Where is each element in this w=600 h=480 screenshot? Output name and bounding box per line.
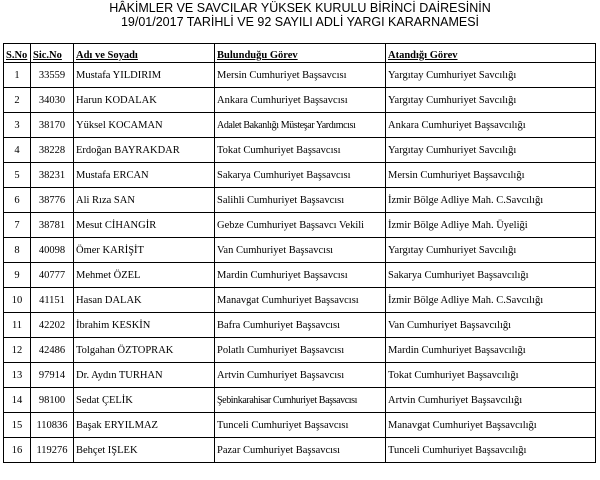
table-row (4, 313, 596, 338)
cell-current-position: Adalet Bakanlığı Müsteşar Yardımcısı (215, 113, 386, 138)
cell-current-position: Gebze Cumhuriyet Başsavcı Vekili (215, 213, 386, 238)
cell-name: Tolgahan ÖZTOPRAK (74, 338, 215, 363)
cell-sicno: 97914 (31, 363, 74, 388)
cell-sicno: 38776 (31, 188, 74, 213)
cell-assigned-position: Sakarya Cumhuriyet Başsavcılığı (386, 263, 596, 288)
cell-current-position: Şebinkarahisar Cumhuriyet Başsavcısı (215, 388, 386, 413)
cell-current-position: Mersin Cumhuriyet Başsavcısı (215, 63, 386, 88)
cell-current-position: Tunceli Cumhuriyet Başsavcısı (215, 413, 386, 438)
title-line-1: HÂKİMLER VE SAVCILAR YÜKSEK KURULU BİRİNCİ DAİRESİNİN (109, 1, 491, 15)
cell-sno: 8 (4, 238, 31, 263)
cell-sicno: 38170 (31, 113, 74, 138)
cell-current-position: Tokat Cumhuriyet Başsavcısı (215, 138, 386, 163)
cell-assigned-position: Yargıtay Cumhuriyet Savcılığı (386, 63, 596, 88)
cell-assigned-position: İzmir Bölge Adliye Mah. C.Savcılığı (386, 188, 596, 213)
cell-sno: 16 (4, 438, 31, 463)
cell-current-position: Bafra Cumhuriyet Başsavcısı (215, 313, 386, 338)
cell-assigned-position: Mardin Cumhuriyet Başsavcılığı (386, 338, 596, 363)
cell-assigned-position: Ankara Cumhuriyet Başsavcılığı (386, 113, 596, 138)
table-row (4, 388, 596, 413)
table-row (4, 263, 596, 288)
cell-name: Başak ERYILMAZ (74, 413, 215, 438)
cell-assigned-position: Van Cumhuriyet Başsavcılığı (386, 313, 596, 338)
cell-name: Mustafa ERCAN (74, 163, 215, 188)
cell-sno: 2 (4, 88, 31, 113)
table-row (4, 138, 596, 163)
cell-assigned-position: Yargıtay Cumhuriyet Savcılığı (386, 88, 596, 113)
cell-assigned-position: Yargıtay Cumhuriyet Savcılığı (386, 138, 596, 163)
cell-sicno: 42486 (31, 338, 74, 363)
table-row (4, 363, 596, 388)
cell-sno: 10 (4, 288, 31, 313)
cell-assigned-position: Mersin Cumhuriyet Başsavcılığı (386, 163, 596, 188)
header-sicno: Sic.No (31, 44, 74, 63)
cell-sno: 6 (4, 188, 31, 213)
table-row (4, 213, 596, 238)
cell-sicno: 40777 (31, 263, 74, 288)
cell-assigned-position: Tunceli Cumhuriyet Başsavcılığı (386, 438, 596, 463)
table-row (4, 438, 596, 463)
cell-name: Harun KODALAK (74, 88, 215, 113)
cell-sicno: 41151 (31, 288, 74, 313)
cell-current-position: Salihli Cumhuriyet Başsavcısı (215, 188, 386, 213)
cell-current-position: Mardin Cumhuriyet Başsavcısı (215, 263, 386, 288)
cell-sicno: 34030 (31, 88, 74, 113)
cell-name: Hasan DALAK (74, 288, 215, 313)
cell-sno: 7 (4, 213, 31, 238)
header-sno: S.No (4, 44, 31, 63)
cell-sno: 15 (4, 413, 31, 438)
cell-sicno: 110836 (31, 413, 74, 438)
cell-sno: 14 (4, 388, 31, 413)
cell-assigned-position: Tokat Cumhuriyet Başsavcılığı (386, 363, 596, 388)
cell-name: Yüksel KOCAMAN (74, 113, 215, 138)
table-row (4, 288, 596, 313)
cell-assigned-position: İzmir Bölge Adliye Mah. Üyeliği (386, 213, 596, 238)
cell-sno: 5 (4, 163, 31, 188)
cell-name: İbrahim KESKİN (74, 313, 215, 338)
table-header-row (4, 44, 596, 63)
cell-name: Dr. Aydın TURHAN (74, 363, 215, 388)
table-row (4, 63, 596, 88)
table-row (4, 188, 596, 213)
cell-name: Sedat ÇELİK (74, 388, 215, 413)
cell-sno: 3 (4, 113, 31, 138)
table-row (4, 413, 596, 438)
table-row (4, 88, 596, 113)
cell-current-position: Artvin Cumhuriyet Başsavcısı (215, 363, 386, 388)
table-body (4, 63, 596, 463)
cell-name: Mehmet ÖZEL (74, 263, 215, 288)
cell-sno: 11 (4, 313, 31, 338)
cell-sicno: 40098 (31, 238, 74, 263)
cell-assigned-position: Manavgat Cumhuriyet Başsavcılığı (386, 413, 596, 438)
cell-name: Behçet IŞLEK (74, 438, 215, 463)
cell-current-position: Ankara Cumhuriyet Başsavcısı (215, 88, 386, 113)
table-row (4, 163, 596, 188)
cell-current-position: Sakarya Cumhuriyet Başsavcısı (215, 163, 386, 188)
cell-name: Mustafa YILDIRIM (74, 63, 215, 88)
cell-sno: 4 (4, 138, 31, 163)
table-row (4, 338, 596, 363)
header-current-position: Bulunduğu Görev (215, 44, 386, 63)
table-row (4, 113, 596, 138)
header-assigned-position: Atandığı Görev (386, 44, 596, 63)
cell-sno: 9 (4, 263, 31, 288)
cell-sicno: 98100 (31, 388, 74, 413)
cell-sno: 1 (4, 63, 31, 88)
cell-assigned-position: Artvin Cumhuriyet Başsavcılığı (386, 388, 596, 413)
cell-name: Erdoğan BAYRAKDAR (74, 138, 215, 163)
cell-current-position: Polatlı Cumhuriyet Başsavcısı (215, 338, 386, 363)
table-row (4, 238, 596, 263)
cell-sno: 13 (4, 363, 31, 388)
cell-current-position: Manavgat Cumhuriyet Başsavcısı (215, 288, 386, 313)
cell-sicno: 42202 (31, 313, 74, 338)
assignment-table (3, 43, 596, 463)
title-line-2: 19/01/2017 TARİHLİ VE 92 SAYILI ADLİ YARGI KARARNAMESİ (120, 15, 480, 29)
cell-assigned-position: Yargıtay Cumhuriyet Savcılığı (386, 238, 596, 263)
cell-assigned-position: İzmir Bölge Adliye Mah. C.Savcılığı (386, 288, 596, 313)
cell-current-position: Van Cumhuriyet Başsavcısı (215, 238, 386, 263)
cell-sicno: 38231 (31, 163, 74, 188)
cell-current-position: Pazar Cumhuriyet Başsavcısı (215, 438, 386, 463)
cell-sicno: 38781 (31, 213, 74, 238)
header-name: Adı ve Soyadı (74, 44, 215, 63)
cell-name: Mesut CİHANGİR (74, 213, 215, 238)
cell-sno: 12 (4, 338, 31, 363)
cell-sicno: 33559 (31, 63, 74, 88)
cell-sicno: 119276 (31, 438, 74, 463)
cell-name: Ali Rıza SAN (74, 188, 215, 213)
document-title (0, 0, 600, 43)
cell-name: Ömer KARİŞİT (74, 238, 215, 263)
cell-sicno: 38228 (31, 138, 74, 163)
